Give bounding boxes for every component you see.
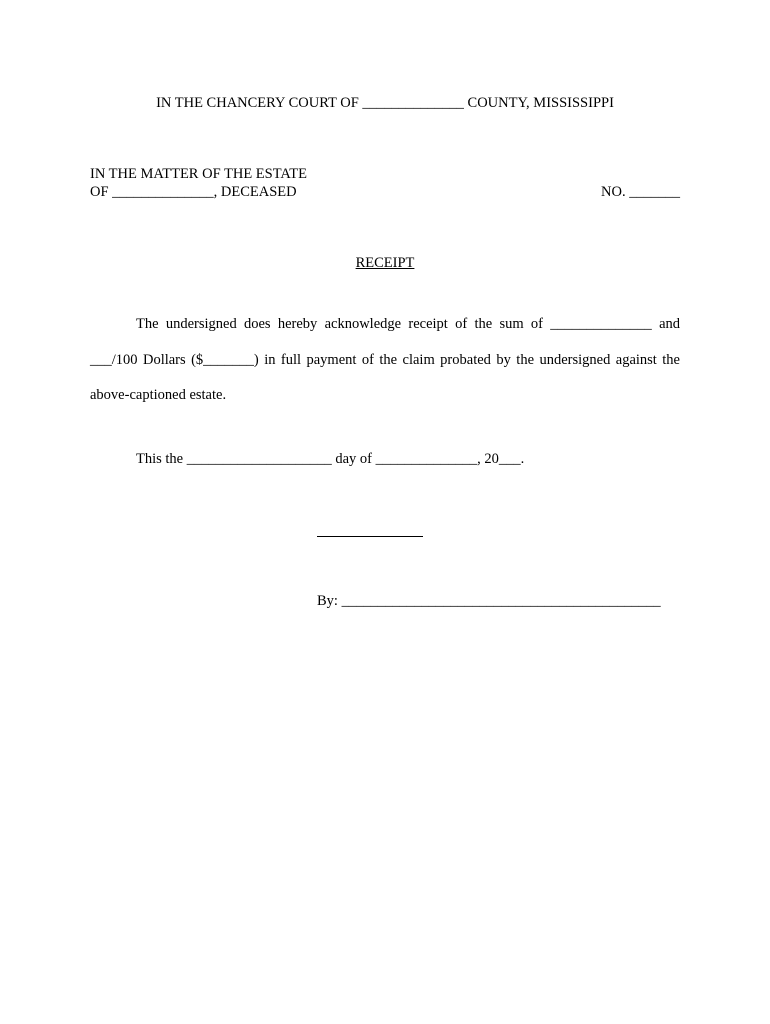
receipt-body-paragraph: The undersigned does hereby acknowledge receipt of the sum of ______________ and ___/100 Dollars ($_______) in full payment of the claim probated by the undersigned against the above-captioned estate. (90, 316, 680, 403)
document-title: RECEIPT (355, 255, 415, 271)
date-line: This the ____________________ day of ______________, 20___. (136, 451, 525, 467)
by-signature-line: By: ____________________________________________ (317, 593, 661, 609)
signature-line (317, 536, 423, 537)
case-number: NO. _______ (601, 184, 680, 200)
court-heading: IN THE CHANCERY COURT OF ______________ COUNTY, MISSISSIPPI (156, 95, 614, 111)
deceased-name-line: OF ______________, DECEASED (90, 184, 297, 200)
estate-matter-line: IN THE MATTER OF THE ESTATE (90, 166, 308, 182)
